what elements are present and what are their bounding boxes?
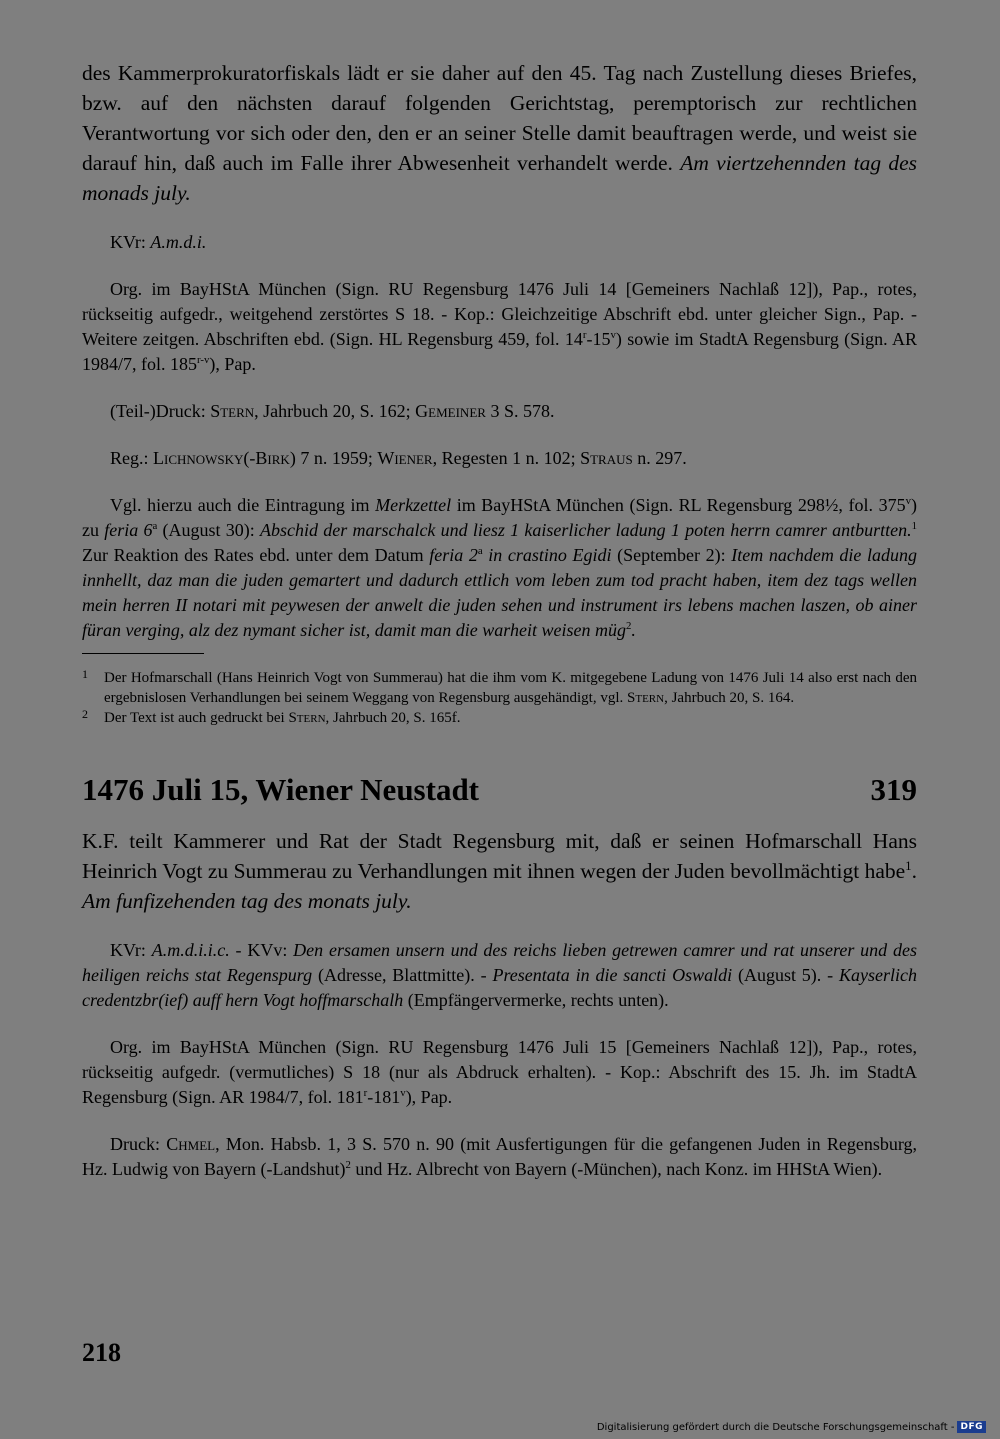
heading-number: 319 <box>870 772 917 807</box>
dfg-logo: DFG <box>957 1421 986 1433</box>
comparison-note: Vgl. hierzu auch die Eintragung im Merkzettel im BayHStA München (Sign. RL Regensburg 298½, fol. 375$^v$) zu feria 6$^a$ (August 30): Abschid der marschalck und liesz 1 kaiserlicher ladung 1 poten herrn camrer antburtten.$^1$ Zur Reaktion des Rates ebd. unter dem Datum feria 2$^a$ in crastino Egidi (September 2): Item nachdem die ladung innhellt, daz man die juden gemartert und dadurch ettlich vom leben zum tod pracht haben, item dez tags wellen mein herren II notari mit peywesen der anwelt die juden sehen und instrument irs lebens machen laszen, ob ainer füran verging, alz dez nymant sicher ist, damit man die warheit weisen müg$^2$. <box>82 495 918 640</box>
kvr-note-1: KVr: A.m.d.i. <box>110 232 207 252</box>
section-heading <box>82 772 917 808</box>
original-note-1: Org. im BayHStA München (Sign. RU Regensburg 1476 Juli 14 [Gemeiners Nachlaß 12]), Pap., rotes, rückseitig aufgedr., weitgehend zerstörtes S 18. - Kop.: Gleichzeitige Abschrift ebd. unter gleicher Sign., Pap. - Weitere zeitgen. Abschriften ebd. (Sign. HL Regensburg 459, fol. 14$^r$-15$^v$) sowie im StadtA Regensburg (Sign. AR 1984/7, fol. 185$^{r-v}$), Pap. <box>82 279 917 374</box>
regest-paragraph: K.F. teilt Kammerer und Rat der Stadt Regensburg mit, daß er seinen Hofmarschall Hans Heinrich Vogt zu Summerau zu Verhandlungen mit ihnen wegen der Juden bevollmächtigt habe$^1$. Am funfizehenden tag des monats july. <box>82 829 917 913</box>
original-note-2: Org. im BayHStA München (Sign. RU Regensburg 1476 Juli 15 [Gemeiners Nachlaß 12]), Pap., rotes, rückseitig aufgedr. (vermutliches) S 18 (nur als Abdruck erhalten). - Kop.: Abschrift des 15. Jh. im StadtA Regensburg (Sign. AR 1984/7, fol. 181$^r$-181$^v$), Pap. <box>82 1037 917 1107</box>
kvr-note-2: KVr: A.m.d.i.i.c. - KVv: Den ersamen unsern und des reichs lieben getrewen camrer und rat unserer und des heiligen reichs stat Regenspurg (Adresse, Blattmitte). - Presentata in die sancti Oswaldi (August 5). - Kayserlich credentzbr(ief) auff hern Vogt hoffmarschalh (Empfängervermerke, rechts unten). <box>82 940 917 1010</box>
page-number: 218 <box>82 1338 121 1367</box>
funding-text: Digitalisierung gefördert durch die Deutsche Forschungsgemeinschaft - <box>596 1421 955 1433</box>
heading-title: 1476 Juli 15, Wiener Neustadt <box>82 772 480 807</box>
footnote-divider <box>82 653 204 654</box>
footnote-2: 2 Der Text ist auch gedruckt bei Stern, Jahrbuch 20, S. 165f. <box>82 707 461 726</box>
print-note-1: (Teil-)Druck: Stern, Jahrbuch 20, S. 162; Gemeiner 3 S. 578. <box>110 401 555 421</box>
print-note-2: Druck: Chmel, Mon. Habsb. 1, 3 S. 570 n. 90 (mit Ausfertigungen für die gefangenen Juden in Regensburg, Hz. Ludwig von Bayern (-Landshut)$^2$ und Hz. Albrecht von Bayern (-München), nach Konz. im HHStA Wien). <box>82 1134 917 1179</box>
footnote-1: 1 Der Hofmarschall (Hans Heinrich Vogt von Summerau) hat die ihm vom K. mitgegebene Ladung von 1476 Juli 14 also erst nach den ergebnislosen Verhandlungen bei seinem Weggang von Regensburg ausgehändigt, vgl. Stern, Jahrbuch 20, S. 164. <box>82 667 917 706</box>
page-content <box>82 58 917 1182</box>
regest-note-1: Reg.: Lichnowsky(-Birk) 7 n. 1959; Wiener, Regesten 1 n. 102; Straus n. 297. <box>110 448 687 468</box>
funding-footer <box>597 1421 986 1433</box>
paragraph-continuation: des Kammerprokuratorfiskals lädt er sie daher auf den 45. Tag nach Zustellung dieses Briefes, bzw. auf den nächsten darauf folgenden Gerichtstag, peremptorisch zur rechtlichen Verantwortung vor sich oder den, den er an seiner Stelle damit beauftragen werde, und weist sie darauf hin, daß auch im Falle ihrer Abwesenheit verhandelt werde. Am viertzehennden tag des monads july. <box>82 61 918 205</box>
